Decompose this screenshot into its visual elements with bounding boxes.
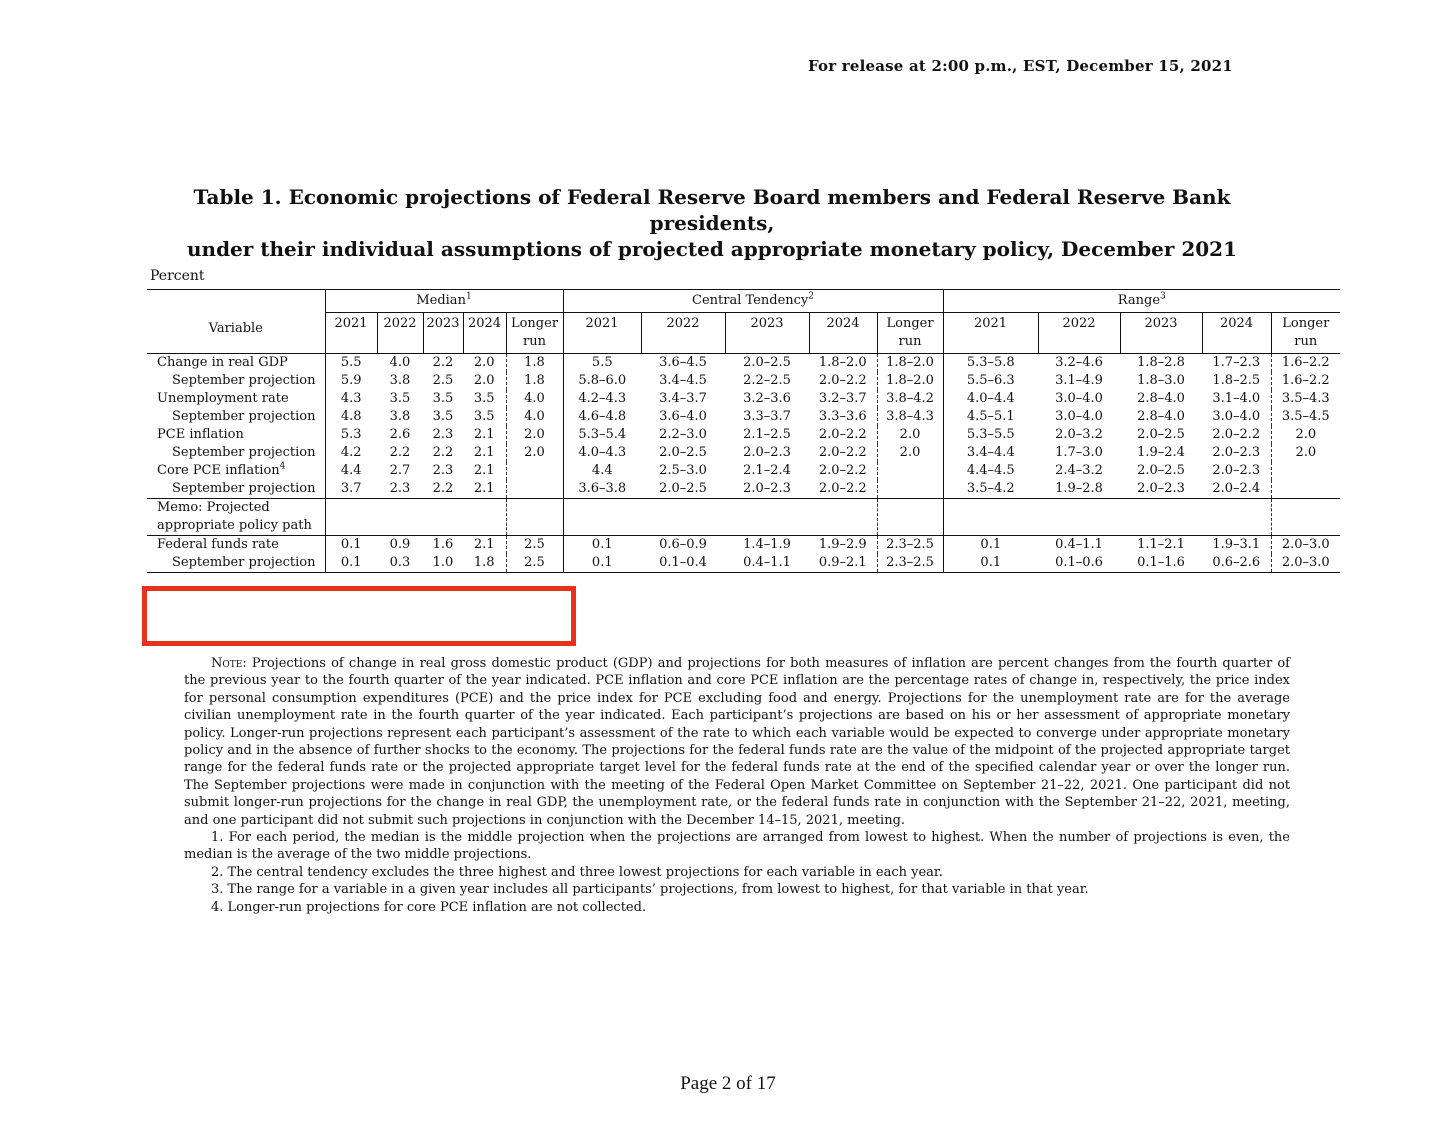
central-cell: 0.1 xyxy=(563,554,641,573)
central-cell: 3.4–3.7 xyxy=(659,391,707,406)
row-label xyxy=(147,408,325,426)
longer-label: Longer xyxy=(886,316,934,331)
row-label-text: Federal funds rate xyxy=(157,537,279,552)
central-year-header: 2022 xyxy=(641,313,725,354)
row-label-text: September projection xyxy=(172,481,316,496)
central-cell: 2.2–2.5 xyxy=(743,373,791,388)
range-cell: 2.8–4.0 xyxy=(1137,409,1185,424)
median-cell: 4.0 xyxy=(506,390,563,408)
table-body xyxy=(147,354,1340,573)
central-cell: 2.0–2.5 xyxy=(743,355,791,370)
range-cell: 2.0–3.0 xyxy=(1271,554,1340,573)
range-year-header: 2021 xyxy=(943,313,1038,354)
central-cell: 2.3–2.5 xyxy=(877,536,943,555)
range-cell: 1.6–2.2 xyxy=(1271,372,1340,390)
central-year-header: 2021 xyxy=(563,313,641,354)
central-cell: 2.1–2.4 xyxy=(743,463,791,478)
median-cell: 2.1 xyxy=(473,445,495,460)
central-cell: 5.8–6.0 xyxy=(563,372,641,390)
title-line-1: Table 1. Economic projections of Federal Reserve Board members and Federal Reserve Bank presidents, xyxy=(193,185,1231,235)
range-cell: 1.1–2.1 xyxy=(1137,537,1185,552)
range-cell: 2.0 xyxy=(1271,426,1340,444)
range-header xyxy=(943,290,1340,313)
memo-cell xyxy=(1202,499,1271,536)
range-year-header: 2022 xyxy=(1038,313,1120,354)
central-cell: 0.1–0.4 xyxy=(641,554,725,573)
median-cell: 4.0 xyxy=(506,408,563,426)
median-cell: 2.1 xyxy=(473,463,495,478)
central-header-label: Central Tendency xyxy=(692,293,809,308)
central-cell: 0.4–1.1 xyxy=(725,554,809,573)
central-cell: 2.3–2.5 xyxy=(877,554,943,573)
central-cell: 2.0–2.2 xyxy=(818,427,867,442)
table-row xyxy=(147,462,1340,480)
central-cell: 1.4–1.9 xyxy=(743,537,791,552)
range-cell: 2.0–2.3 xyxy=(1212,463,1261,478)
range-cell xyxy=(1271,462,1340,480)
row-label xyxy=(147,536,325,555)
memo-label xyxy=(147,499,325,536)
memo-cell xyxy=(563,499,641,536)
memo-row xyxy=(147,499,1340,536)
central-cell: 2.0–2.3 xyxy=(743,445,791,460)
range-cell: 2.0–2.5 xyxy=(1137,427,1185,442)
median-footnote-ref: 1 xyxy=(465,291,472,302)
row-label-text: September projection xyxy=(172,409,316,424)
central-cell: 3.6–3.8 xyxy=(563,480,641,499)
variable-header: Variable xyxy=(147,290,325,354)
table-notes xyxy=(184,655,1290,916)
range-cell: 2.0–2.3 xyxy=(1120,480,1202,499)
memo-cell xyxy=(423,499,463,536)
central-cell xyxy=(877,480,943,499)
central-tendency-header xyxy=(563,290,943,313)
range-cell: 2.0–2.5 xyxy=(1137,463,1185,478)
median-year-header: 2022 xyxy=(377,313,423,354)
range-cell: 1.9–2.4 xyxy=(1137,445,1185,460)
table-row xyxy=(147,390,1340,408)
memo-cell xyxy=(641,499,725,536)
median-cell xyxy=(506,462,563,480)
table-row xyxy=(147,426,1340,444)
range-year-header: 2023 xyxy=(1120,313,1202,354)
memo-cell xyxy=(463,499,506,536)
median-cell: 2.0 xyxy=(473,373,495,388)
median-cell: 3.5 xyxy=(473,391,495,406)
table-row xyxy=(147,444,1340,462)
median-cell: 1.8 xyxy=(506,354,563,373)
range-cell: 1.7–3.0 xyxy=(1055,445,1103,460)
central-cell: 2.2–3.0 xyxy=(659,427,707,442)
row-label-text: September projection xyxy=(172,445,316,460)
central-cell: 3.6–4.0 xyxy=(659,409,707,424)
row-label-text: September projection xyxy=(172,373,316,388)
range-cell: 0.1–0.6 xyxy=(1038,554,1120,573)
central-cell: 2.0–2.2 xyxy=(809,480,877,499)
range-cell: 3.1–4.0 xyxy=(1212,391,1261,406)
highlight-box xyxy=(142,586,576,646)
range-cell: 2.0–3.2 xyxy=(1055,427,1103,442)
median-cell: 3.8 xyxy=(389,373,411,388)
range-cell: 1.8–3.0 xyxy=(1137,373,1185,388)
range-cell: 1.8–2.8 xyxy=(1137,355,1185,370)
footnote-1: 1. For each period, the median is the middle projection when the projections are arranged from lowest to highest. When the number of projections is even, the median is the average of the two middle projections. xyxy=(184,830,1290,863)
central-cell: 3.8–4.2 xyxy=(877,390,943,408)
central-year-header: 2024 xyxy=(809,313,877,354)
row-label xyxy=(147,444,325,462)
central-longer-run-header xyxy=(877,313,943,354)
median-cell: 2.1 xyxy=(473,537,495,552)
footnote-3: 3. The range for a variable in a given year includes all participants’ projections, from lowest to highest, for that variable in that year. xyxy=(211,882,1089,898)
median-cell: 3.8 xyxy=(389,409,411,424)
central-cell: 4.6–4.8 xyxy=(563,408,641,426)
central-year-header: 2023 xyxy=(725,313,809,354)
central-cell: 2.0–2.2 xyxy=(818,463,867,478)
median-year-header: 2021 xyxy=(325,313,377,354)
central-cell: 2.0–2.3 xyxy=(725,480,809,499)
projections-table xyxy=(147,289,1340,573)
median-cell: 2.0 xyxy=(473,355,495,370)
median-cell: 2.2 xyxy=(423,480,463,499)
range-cell: 3.0–4.0 xyxy=(1212,409,1261,424)
range-cell xyxy=(1271,480,1340,499)
table-row xyxy=(147,372,1340,390)
range-cell: 5.5–6.3 xyxy=(943,372,1038,390)
median-cell: 2.2 xyxy=(432,355,454,370)
central-cell xyxy=(877,462,943,480)
median-cell: 0.1 xyxy=(325,554,377,573)
central-cell: 3.2–3.6 xyxy=(743,391,791,406)
median-cell: 2.0 xyxy=(506,444,563,462)
central-cell: 3.3–3.7 xyxy=(743,409,791,424)
median-cell: 2.5 xyxy=(506,536,563,555)
median-cell: 4.2 xyxy=(325,444,377,462)
median-cell: 3.7 xyxy=(325,480,377,499)
table-row xyxy=(147,480,1340,499)
range-cell: 4.5–5.1 xyxy=(943,408,1038,426)
central-cell: 2.0 xyxy=(877,426,943,444)
run-label: run xyxy=(1294,334,1318,349)
median-cell: 2.1 xyxy=(473,427,495,442)
table-row xyxy=(147,354,1340,373)
median-cell: 5.3 xyxy=(325,426,377,444)
central-cell: 2.5–3.0 xyxy=(659,463,707,478)
median-header-label: Median xyxy=(416,293,466,308)
central-cell: 3.3–3.6 xyxy=(818,409,867,424)
memo-cell xyxy=(877,499,943,536)
row-label-text: Unemployment rate xyxy=(157,391,289,406)
central-cell: 3.6–4.5 xyxy=(659,355,707,370)
central-cell: 4.0–4.3 xyxy=(563,444,641,462)
median-cell: 2.3 xyxy=(432,427,454,442)
range-cell: 1.7–2.3 xyxy=(1212,355,1261,370)
median-cell: 2.2 xyxy=(389,445,411,460)
range-cell: 2.0–2.3 xyxy=(1212,445,1261,460)
range-header-label: Range xyxy=(1117,293,1161,308)
longer-label: Longer xyxy=(510,316,559,331)
median-cell: 4.4 xyxy=(325,462,377,480)
median-cell: 2.5 xyxy=(506,554,563,573)
median-cell: 2.6 xyxy=(389,427,411,442)
row-label xyxy=(147,372,325,390)
central-cell: 3.2–3.7 xyxy=(818,391,867,406)
memo-cell xyxy=(809,499,877,536)
median-cell: 4.0 xyxy=(389,355,411,370)
median-year-header: 2024 xyxy=(463,313,506,354)
range-cell: 1.9–2.8 xyxy=(1038,480,1120,499)
memo-cell xyxy=(1271,499,1340,536)
range-cell: 2.0–2.2 xyxy=(1212,427,1261,442)
page-number: Page 2 of 17 xyxy=(680,1073,776,1094)
range-cell: 3.5–4.2 xyxy=(943,480,1038,499)
central-cell: 0.1 xyxy=(563,536,641,555)
median-cell: 3.5 xyxy=(389,391,411,406)
range-cell: 1.8–2.5 xyxy=(1212,373,1261,388)
range-year-header: 2024 xyxy=(1202,313,1271,354)
range-cell: 3.1–4.9 xyxy=(1055,373,1103,388)
median-cell: 2.7 xyxy=(389,463,411,478)
central-cell: 5.3–5.4 xyxy=(563,426,641,444)
central-cell: 2.0–2.5 xyxy=(641,480,725,499)
range-cell: 2.0–2.4 xyxy=(1202,480,1271,499)
median-cell: 2.3 xyxy=(377,480,423,499)
range-longer-run-header xyxy=(1271,313,1340,354)
longer-label: Longer xyxy=(1282,316,1330,331)
median-cell: 2.5 xyxy=(432,373,454,388)
memo-cell xyxy=(1120,499,1202,536)
central-cell: 0.6–0.9 xyxy=(659,537,707,552)
central-cell: 3.8–4.3 xyxy=(877,408,943,426)
median-cell: 1.8 xyxy=(463,554,506,573)
range-cell: 2.8–4.0 xyxy=(1137,391,1185,406)
median-cell: 1.8 xyxy=(506,372,563,390)
table-title xyxy=(148,184,1276,262)
range-cell: 0.6–2.6 xyxy=(1202,554,1271,573)
memo-cell xyxy=(377,499,423,536)
median-cell: 1.6 xyxy=(432,537,454,552)
note-text: Projections of change in real gross domestic product (GDP) and projections for both measures of inflation are percent changes from the fourth quarter of the previous year to the fourth quarter of the year indicated. PCE inflation and core PCE inflation are the percentage rates of change in, respectively, the price index for personal consumption expenditures (PCE) and the price index for PCE excluding food and energy. Projections for the unemployment rate are for the average civilian unemployment rate in the fourth quarter of the year indicated. Each participant’s projections are based on his or her assessment of appropriate monetary policy. Longer-run projections represent each participant’s assessment of the rate to which each variable would be expected to converge under appropriate monetary policy and in the absence of further shocks to the economy. The projections for the federal funds rate are the value of the midpoint of the projected appropriate target range for the federal funds rate or the projected appropriate target level for the federal funds rate at the end of the specified calendar year or over the longer run. The September projections were made in conjunction with the meeting of the Federal Open Market Committee on September 21–22, 2021. One participant did not submit longer-run projections for the change in real GDP, the unemployment rate, or the federal funds rate in conjunction with the September 21–22, 2021, meeting, and one participant did not submit such projections in conjunction with the December 14–15, 2021, meeting. xyxy=(184,656,1290,828)
footnote-4: 4. Longer-run projections for core PCE inflation are not collected. xyxy=(211,899,647,915)
row-label xyxy=(147,554,325,573)
median-header xyxy=(325,290,563,313)
range-cell: 2.0–3.0 xyxy=(1271,536,1340,555)
range-footnote-ref: 3 xyxy=(1160,291,1166,302)
memo-cell xyxy=(1038,499,1120,536)
footnote-ref: 4 xyxy=(279,461,286,472)
central-cell: 4.2–4.3 xyxy=(563,390,641,408)
range-cell: 4.0–4.4 xyxy=(943,390,1038,408)
release-line: For release at 2:00 p.m., EST, December 15, 2021 xyxy=(808,57,1233,75)
row-label xyxy=(147,426,325,444)
range-cell: 0.1 xyxy=(943,536,1038,555)
memo-cell xyxy=(943,499,1038,536)
median-year-header: 2023 xyxy=(423,313,463,354)
central-cell: 2.0–2.2 xyxy=(818,445,867,460)
row-label xyxy=(147,462,325,480)
median-cell: 0.9 xyxy=(389,537,411,552)
range-cell: 2.4–3.2 xyxy=(1055,463,1103,478)
median-cell: 1.0 xyxy=(423,554,463,573)
range-cell: 0.1 xyxy=(943,554,1038,573)
median-cell: 2.3 xyxy=(432,463,454,478)
title-line-2: under their individual assumptions of projected appropriate monetary policy, December 2021 xyxy=(186,237,1238,261)
row-label-text: September projection xyxy=(172,555,316,570)
median-cell: 4.3 xyxy=(325,390,377,408)
row-label-text: Change in real GDP xyxy=(157,355,288,370)
table-row xyxy=(147,408,1340,426)
central-cell: 3.4–4.5 xyxy=(659,373,707,388)
central-cell: 0.9–2.1 xyxy=(809,554,877,573)
central-cell: 1.8–2.0 xyxy=(818,355,867,370)
memo-cell xyxy=(325,499,377,536)
central-cell: 1.8–2.0 xyxy=(877,372,943,390)
median-longer-run-header xyxy=(506,313,563,354)
median-cell: 2.0 xyxy=(506,426,563,444)
central-cell: 5.5 xyxy=(563,354,641,373)
range-cell: 1.9–3.1 xyxy=(1212,537,1261,552)
range-cell: 0.4–1.1 xyxy=(1055,537,1103,552)
range-cell: 4.4–4.5 xyxy=(943,462,1038,480)
central-cell: 1.9–2.9 xyxy=(818,537,867,552)
median-cell: 0.3 xyxy=(377,554,423,573)
memo-label-text: Memo: Projected appropriate policy path xyxy=(157,500,312,533)
range-cell: 1.6–2.2 xyxy=(1271,354,1340,373)
range-cell: 3.4–4.4 xyxy=(943,444,1038,462)
median-cell: 5.5 xyxy=(325,354,377,373)
unit-label: Percent xyxy=(150,268,205,284)
row-label-text: PCE inflation xyxy=(157,427,244,442)
run-label: run xyxy=(523,334,546,349)
range-cell: 3.2–4.6 xyxy=(1055,355,1103,370)
row-label-text: Core PCE inflation xyxy=(157,463,280,478)
year-header-row xyxy=(147,313,1340,354)
row-label xyxy=(147,354,325,373)
median-cell: 5.9 xyxy=(325,372,377,390)
central-cell: 2.1–2.5 xyxy=(743,427,791,442)
range-cell: 3.5–4.3 xyxy=(1271,390,1340,408)
memo-cell xyxy=(725,499,809,536)
median-cell xyxy=(506,480,563,499)
median-cell: 3.5 xyxy=(473,409,495,424)
central-cell: 4.4 xyxy=(563,462,641,480)
footnote-2: 2. The central tendency excludes the three highest and three lowest projections for each variable in each year. xyxy=(211,864,943,880)
median-cell: 4.8 xyxy=(325,408,377,426)
central-footnote-ref: 2 xyxy=(808,291,814,302)
range-cell: 3.5–4.5 xyxy=(1271,408,1340,426)
memo-cell xyxy=(506,499,563,536)
central-cell: 1.8–2.0 xyxy=(877,354,943,373)
median-cell: 0.1 xyxy=(325,536,377,555)
note-lead: Note: xyxy=(211,656,247,671)
range-cell: 0.1–1.6 xyxy=(1120,554,1202,573)
row-label xyxy=(147,390,325,408)
table-header xyxy=(147,290,1340,354)
range-cell: 3.0–4.0 xyxy=(1055,391,1103,406)
central-cell: 2.0–2.5 xyxy=(659,445,707,460)
median-cell: 3.5 xyxy=(432,391,454,406)
note-paragraph xyxy=(184,655,1290,829)
run-label: run xyxy=(898,334,922,349)
table-row xyxy=(147,536,1340,555)
range-cell: 5.3–5.5 xyxy=(943,426,1038,444)
row-label xyxy=(147,480,325,499)
central-cell: 2.0–2.2 xyxy=(818,373,867,388)
central-cell: 2.0 xyxy=(877,444,943,462)
range-cell: 5.3–5.8 xyxy=(943,354,1038,373)
median-cell: 2.2 xyxy=(432,445,454,460)
table-row xyxy=(147,554,1340,573)
median-cell: 2.1 xyxy=(463,480,506,499)
range-cell: 2.0 xyxy=(1271,444,1340,462)
range-cell: 3.0–4.0 xyxy=(1055,409,1103,424)
median-cell: 3.5 xyxy=(432,409,454,424)
